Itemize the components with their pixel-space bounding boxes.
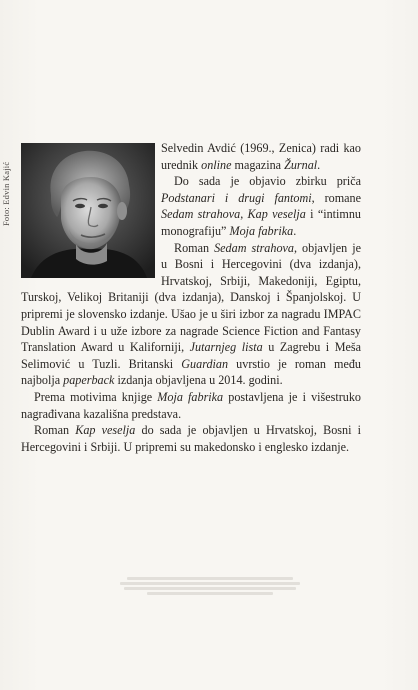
- text-run: u Zagrebu i Meša Selimović u Tuzli. Britanski: [21, 340, 362, 371]
- text-run: .: [317, 157, 321, 172]
- italic-run: Sedam strahova: [161, 207, 241, 222]
- text-run: Selvedin Avdić (1969., Zenica) radi kao urednik: [161, 141, 361, 172]
- text-run: magazina: [231, 157, 285, 172]
- bio-paragraph-5: [21, 422, 361, 455]
- italic-run: Kap veselja: [75, 423, 136, 438]
- text-run: , romane: [311, 190, 361, 205]
- text-run: do sada je objavljen u Hrvatskoj, Bosni i Hercegovini i Srbiji. U pripremi su makedonsko i englesko izdanje.: [21, 423, 361, 454]
- photo-credit: Foto: Edvin Kajić: [1, 161, 11, 226]
- italic-run: Sedam strahova: [214, 240, 294, 255]
- author-biography: [21, 140, 361, 455]
- italic-run: paperback: [63, 373, 115, 388]
- italic-run: Kap veselja: [247, 207, 306, 222]
- text-run: izdanja objavljena u 2014. godini.: [114, 373, 283, 388]
- photo-float-spacer: [21, 140, 161, 286]
- bio-paragraph-4: [21, 389, 361, 422]
- text-run: postavljena je i višestruko nagrađivana kazališna predstava.: [21, 389, 361, 421]
- text-run: i “intimnu monografiju”: [161, 207, 361, 238]
- italic-run: Jutarnjeg lista: [189, 340, 263, 355]
- text-run: uvrstio je roman među najbolja: [21, 356, 361, 388]
- text-run: , objavljen je u Bosni i Hercegovini (dva izdanja), Hrvatskoj, Srbiji, Makedoniji, Egiptu, Turskoj, Velikoj Britaniji (dva izdanja), Danskoj i Španjolskoj. U pripremi je slovensko izdanje. Ušao je u širi izbor za nagradu IMPAC Dublin Award i u uže izbore za nagrade Science Fiction and Fantasy Translation Award u Kaliforniji,: [21, 240, 361, 355]
- italic-run: Podstanari i drugi fantomi: [161, 190, 312, 205]
- italic-run: Moja fabrika: [229, 223, 294, 238]
- text-run: Roman: [34, 423, 76, 438]
- text-run: ,: [240, 207, 248, 222]
- text-run: Do sada je objavio zbirku priča: [174, 174, 361, 189]
- italic-run: online: [201, 157, 232, 172]
- text-run: Roman: [174, 240, 215, 255]
- italic-run: Moja fabrika: [157, 389, 224, 404]
- faded-imprint-bleedthrough: [120, 575, 300, 597]
- italic-run: Žurnal: [284, 157, 318, 172]
- italic-run: Guardian: [181, 356, 229, 371]
- text-run: .: [293, 223, 297, 238]
- text-run: Prema motivima knjige: [34, 389, 158, 404]
